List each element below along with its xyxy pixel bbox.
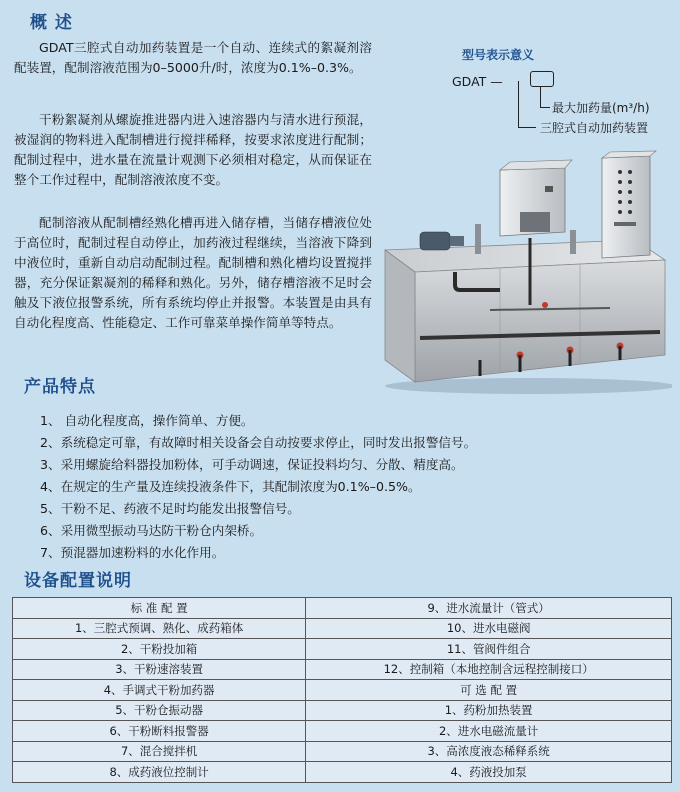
dosing-unit-photo [380, 150, 672, 395]
table-cell: 4、药液投加泵 [306, 762, 672, 783]
table-row [13, 598, 672, 619]
table-cell: 7、混合搅拌机 [13, 741, 306, 762]
config-heading: 设备配置说明 [24, 571, 132, 591]
table-row [13, 700, 672, 721]
overview-paragraph-3: 配制溶液从配制槽经熟化槽再进入储存槽，当储存槽液位处于高位时，配制过程自动停止，加药液过程继续，当溶液下降到中液位时，重新自动启动配制过程。配制槽和熟化槽均设置搅拌器，充分保证絮凝剂的稀释和熟化。另外，储存槽溶液不足时会触及下液位报警系统，所有系统均停止并报警。本装置是由具有自动化程度高、性能稳定、工作可靠菜单操作简单等特点。 [14, 215, 372, 330]
connector-line [540, 86, 541, 108]
table-row [13, 762, 672, 783]
feature-item: 1、 自动化程度高，操作简单、方便。 [40, 413, 254, 428]
model-code-box [530, 71, 554, 87]
table-row [13, 659, 672, 680]
feature-item: 4、在规定的生产量及连续投液条件下，其配制浓度为0.1%–0.5%。 [40, 479, 421, 494]
table-cell: 3、干粉速溶装置 [13, 659, 306, 680]
feature-item: 3、采用螺旋给料器投加粉体，可手动调速，保证投料均匀、分散、精度高。 [40, 457, 464, 472]
connector-line [518, 127, 536, 128]
table-cell: 12、控制箱（本地控制含远程控制接口） [306, 659, 672, 680]
table-row [13, 639, 672, 660]
model-notation [432, 46, 672, 146]
table-row [13, 721, 672, 742]
config-table [12, 597, 672, 783]
table-row [13, 618, 672, 639]
overview-paragraph-1: GDAT三腔式自动加药装置是一个自动、连续式的絮凝剂溶配装置，配制溶液范围为0–5000升/时，浓度为0.1%–0.3%。 [14, 40, 372, 75]
connector-line [518, 81, 519, 127]
table-row [13, 741, 672, 762]
feature-item: 6、采用微型振动马达防干粉仓内架桥。 [40, 523, 263, 538]
table-cell: 可 选 配 置 [306, 680, 672, 701]
model-annotation-capacity: 最大加药量(m³/h) [552, 101, 650, 115]
table-cell: 10、进水电磁阀 [306, 618, 672, 639]
model-annotation-type: 三腔式自动加药装置 [540, 121, 649, 135]
table-row [13, 680, 672, 701]
table-cell: 1、三腔式预调、熟化、成药箱体 [13, 618, 306, 639]
table-cell: 8、成药液位控制计 [13, 762, 306, 783]
table-cell: 1、药粉加热装置 [306, 700, 672, 721]
model-code: GDAT — [452, 74, 503, 89]
table-cell: 11、管阀件组合 [306, 639, 672, 660]
connector-line [540, 107, 550, 108]
table-cell: 5、干粉仓振动器 [13, 700, 306, 721]
table-cell: 3、高浓度液态稀释系统 [306, 741, 672, 762]
table-cell: 标 准 配 置 [13, 598, 306, 619]
overview-heading: 概 述 [30, 13, 73, 33]
table-cell: 2、进水电磁流量计 [306, 721, 672, 742]
features-heading: 产品特点 [24, 377, 96, 397]
feature-item: 5、干粉不足、药液不足时均能发出报警信号。 [40, 501, 300, 516]
table-cell: 6、干粉断料报警器 [13, 721, 306, 742]
table-cell: 4、手调式干粉加药器 [13, 680, 306, 701]
table-cell: 2、干粉投加箱 [13, 639, 306, 660]
model-title: 型号表示意义 [462, 48, 535, 62]
table-cell: 9、进水流量计（管式） [306, 598, 672, 619]
feature-item: 7、预混器加速粉料的水化作用。 [40, 545, 225, 560]
overview-paragraph-2: 干粉絮凝剂从螺旋推进器内进入速溶器内与清水进行预混，被湿润的物料进入配制槽进行搅拌稀释，按要求浓度进行配制；配制过程中，进水量在流量计观测下必须相对稳定，从而保证在整个工作过程中，配制溶液浓度不变。 [14, 112, 372, 187]
feature-item: 2、系统稳定可靠，有故障时相关设备会自动按要求停止，同时发出报警信号。 [40, 435, 477, 450]
